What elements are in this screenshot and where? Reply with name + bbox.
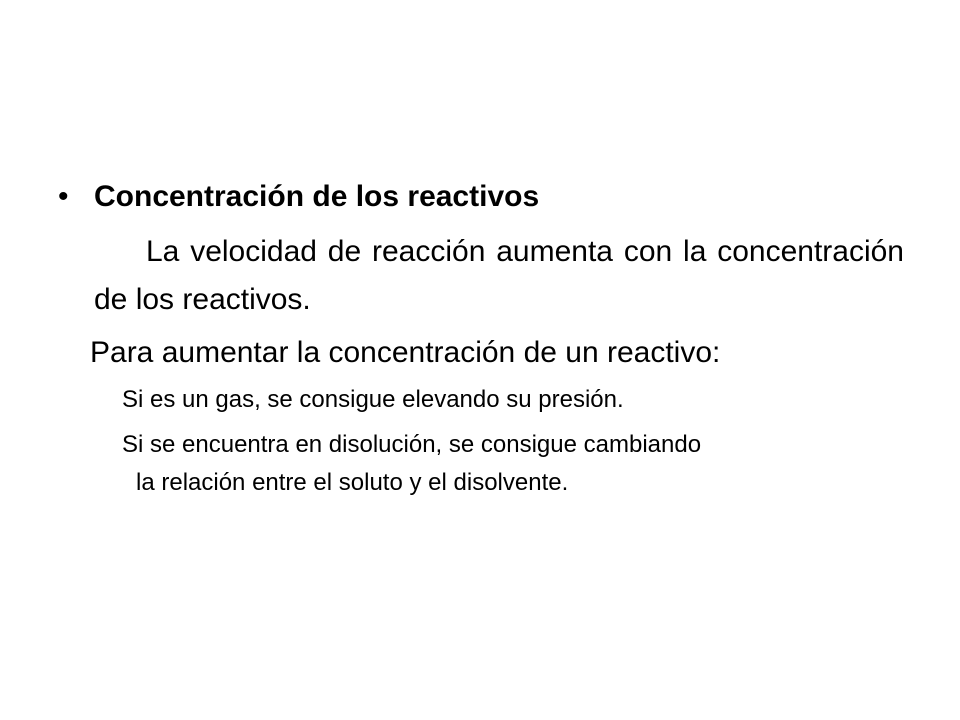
solution-item bbox=[122, 426, 912, 502]
solution-item-line-1: Si se encuentra en disolución, se consigue cambiando bbox=[122, 431, 702, 458]
bullet-dot-icon: • bbox=[58, 180, 69, 213]
slide-heading: Concentración de los reactivos bbox=[94, 180, 540, 213]
gas-item: Si es un gas, se consigue elevando su presión. bbox=[122, 386, 624, 413]
bullet-point bbox=[58, 172, 908, 222]
solution-item-line-2: la relación entre el soluto y el disolvente. bbox=[136, 469, 569, 496]
intro-paragraph: La velocidad de reacción aumenta con la concentración de los reactivos. bbox=[94, 235, 904, 316]
sub-heading: Para aumentar la concentración de un reactivo: bbox=[90, 336, 721, 369]
